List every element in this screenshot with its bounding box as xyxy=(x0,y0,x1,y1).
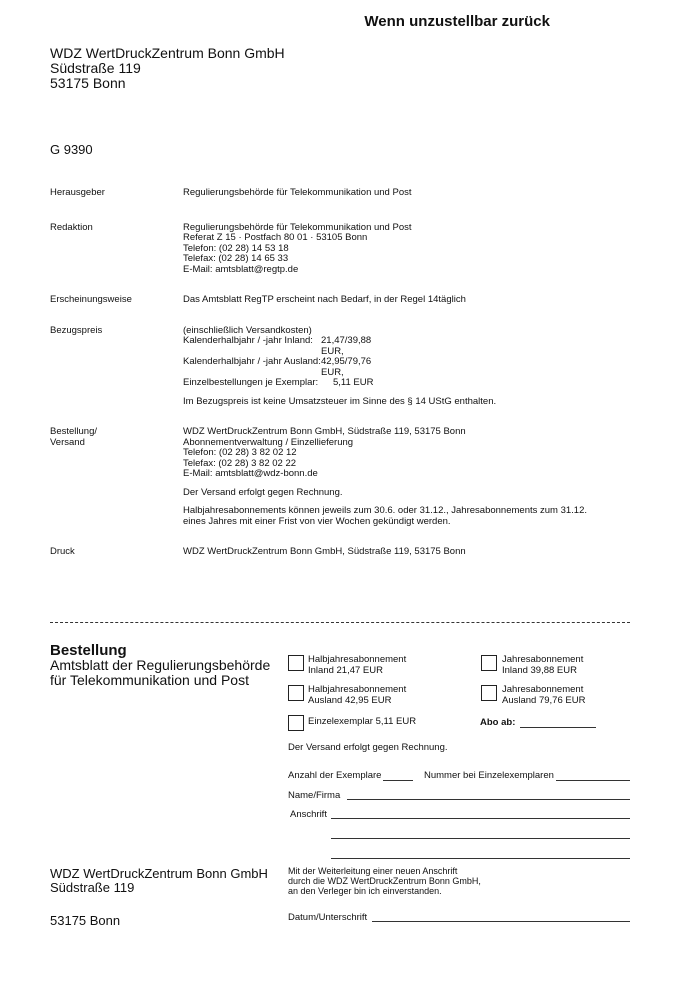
option-jahr-inland xyxy=(502,655,583,676)
bezugspreis-label: Bezugspreis xyxy=(50,324,103,336)
herausgeber-value: Regulierungsbehörde für Telekommunikation und Post xyxy=(183,187,412,198)
bestellung-line: WDZ WertDruckZentrum Bonn GmbH, Südstraße 119, 53175 Bonn xyxy=(183,426,466,437)
order-title: Bestellung xyxy=(50,642,127,659)
cut-line xyxy=(50,622,630,623)
price-value: 5,11 EUR xyxy=(333,377,374,388)
datum-label: Datum/Unterschrift xyxy=(288,912,368,923)
option-line: Ausland 42,95 EUR xyxy=(308,694,392,706)
option-halbjahr-ausland xyxy=(308,685,406,706)
sender-line: WDZ WertDruckZentrum Bonn GmbH xyxy=(50,45,285,61)
bestellung-line: Telefax: (02 28) 3 82 02 22 xyxy=(183,457,297,469)
recipient-line: 53175 Bonn xyxy=(50,913,121,928)
redaktion-line: Referat Z 15 · Postfach 80 01 · 53105 Bonn xyxy=(183,232,368,243)
bestellung-line: E-Mail: amtsblatt@wdz-bonn.de xyxy=(183,468,318,479)
bezugspreis-intro: (einschließlich Versandkosten) xyxy=(183,324,312,336)
price-value: 42,95/79,76 EUR, xyxy=(321,356,372,378)
redaktion-line: Telefon: (02 28) 14 53 18 xyxy=(183,242,289,254)
recipient-line: WDZ WertDruckZentrum Bonn GmbH xyxy=(50,866,268,881)
name-label: Name/Firma xyxy=(288,790,341,801)
druck-label: Druck xyxy=(50,546,75,557)
option-line: Jahresabonnement xyxy=(502,654,584,665)
redaktion-label: Redaktion xyxy=(50,221,93,233)
checkbox-jahr-inland[interactable] xyxy=(481,655,497,671)
bestellung-line: Abonnementverwaltung / Einzellieferung xyxy=(183,436,354,448)
redaktion-line: Telefax: (02 28) 14 65 33 xyxy=(183,253,289,264)
anschrift-label: Anschrift xyxy=(290,809,327,820)
anschrift-field-2[interactable] xyxy=(331,838,630,839)
nummer-field[interactable] xyxy=(556,780,630,781)
sender-line: Südstraße 119 xyxy=(50,60,141,76)
sender-line: 53175 Bonn xyxy=(50,75,126,91)
option-line: Inland 39,88 EUR xyxy=(502,664,577,676)
return-note: Wenn unzustellbar zurück xyxy=(364,13,550,30)
redaktion-line: Regulierungsbehörde für Telekommunikation und Post xyxy=(183,221,412,233)
option-line: Jahresabonnement xyxy=(502,684,584,695)
abo-ab-field[interactable] xyxy=(520,727,596,728)
recipient-address xyxy=(50,867,268,928)
order-subtitle xyxy=(50,658,270,688)
nummer-label: Nummer bei Einzelexemplaren xyxy=(424,770,554,781)
kuendigung-note: Halbjahresabonnements können jeweils zum 30.6. oder 31.12., Jahresabonnements zum 31.12. xyxy=(183,505,588,516)
consent-note xyxy=(288,866,481,896)
checkbox-halbjahr-inland[interactable] xyxy=(288,655,304,671)
imprint-block xyxy=(50,188,650,558)
option-halbjahr-inland xyxy=(308,655,406,676)
price-value: 21,47/39,88 EUR, xyxy=(321,335,372,357)
bezugspreis-note: Im Bezugspreis ist keine Umsatzsteuer im Sinne des § 14 UStG enthalten. xyxy=(183,395,497,407)
option-einzelexemplar: Einzelexemplar 5,11 EUR xyxy=(308,716,417,727)
druck-value: WDZ WertDruckZentrum Bonn GmbH, Südstraße 119, 53175 Bonn xyxy=(183,546,466,557)
consent-line: Mit der Weiterleitung einer neuen Anschrift xyxy=(288,866,458,876)
checkbox-halbjahr-ausland[interactable] xyxy=(288,685,304,701)
anschrift-field-3[interactable] xyxy=(331,858,630,859)
erscheinungsweise-value: Das Amtsblatt RegTP erscheint nach Bedarf, in der Regel 14täglich xyxy=(183,294,466,305)
checkbox-jahr-ausland[interactable] xyxy=(481,685,497,701)
order-subtitle-line: Amtsblatt der Regulierungsbehörde xyxy=(50,657,271,673)
anzahl-field[interactable] xyxy=(383,780,413,781)
consent-line: durch die WDZ WertDruckZentrum Bonn GmbH, xyxy=(288,876,481,886)
kuendigung-note: eines Jahres mit einer Frist von vier Wochen gekündigt werden. xyxy=(183,515,451,527)
order-subtitle-line: für Telekommunikation und Post xyxy=(50,672,249,688)
versand-note: Der Versand erfolgt gegen Rechnung. xyxy=(183,486,343,498)
signature-field[interactable] xyxy=(372,921,630,922)
recipient-line: Südstraße 119 xyxy=(50,880,135,895)
option-line: Halbjahresabonnement xyxy=(308,654,407,665)
option-jahr-ausland xyxy=(502,685,585,706)
versand-note: Der Versand erfolgt gegen Rechnung. xyxy=(288,742,448,753)
bestellung-line: Telefon: (02 28) 3 82 02 12 xyxy=(183,447,297,458)
option-line: Halbjahresabonnement xyxy=(308,684,407,695)
name-field[interactable] xyxy=(347,799,630,800)
bestellung-label-line: Bestellung/ xyxy=(50,426,98,437)
option-line: Ausland 79,76 EUR xyxy=(502,694,586,706)
checkbox-einzelexemplar[interactable] xyxy=(288,715,304,731)
anzahl-label: Anzahl der Exemplare xyxy=(288,770,382,781)
herausgeber-label: Herausgeber xyxy=(50,187,105,198)
bestellung-label xyxy=(50,427,183,527)
erscheinungsweise-label: Erscheinungsweise xyxy=(50,294,132,305)
price-label: Einzelbestellungen je Exemplar: xyxy=(183,377,319,388)
consent-line: an den Verleger bin ich einverstanden. xyxy=(288,886,442,896)
abo-ab-label: Abo ab: xyxy=(480,717,516,728)
bestellung-label-line: Versand xyxy=(50,436,85,448)
price-label: Kalenderhalbjahr / -jahr Ausland: xyxy=(183,356,321,367)
redaktion-line: E-Mail: amtsblatt@regtp.de xyxy=(183,263,299,275)
sender-address xyxy=(50,46,285,91)
postal-code: G 9390 xyxy=(50,142,93,157)
anschrift-field-1[interactable] xyxy=(331,818,630,819)
option-line: Inland 21,47 EUR xyxy=(308,664,383,676)
price-label: Kalenderhalbjahr / -jahr Inland: xyxy=(183,335,313,346)
